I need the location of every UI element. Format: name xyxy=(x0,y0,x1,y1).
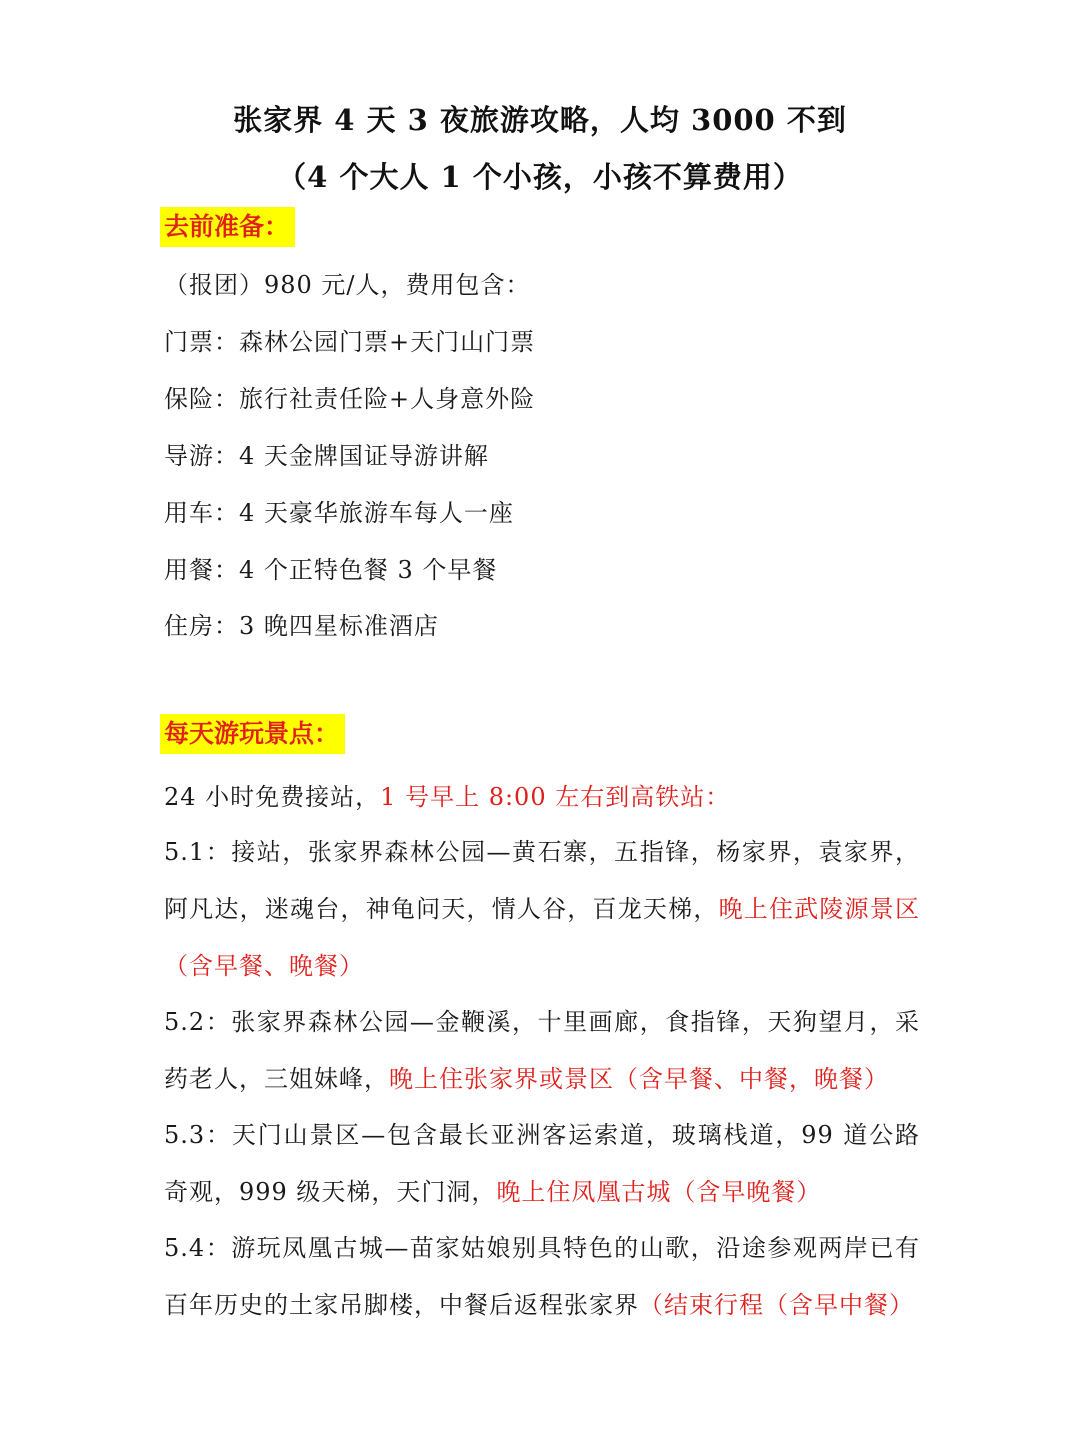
prep-item-vehicle: 用车：4 天豪华旅游车每人一座 xyxy=(164,499,514,527)
section-heading-daily: 每天游玩景点： xyxy=(160,714,345,754)
prep-item-guide: 导游：4 天金牌国证导游讲解 xyxy=(164,442,489,470)
day-text: 5.1：接站，张家界森林公园—黄石寨，五指锋，杨家界，袁家界，阿凡达，迷魂台，神龟问天，情人谷，百龙天梯， xyxy=(164,838,920,923)
daily-intro-text: 24 小时免费接站， xyxy=(164,783,381,811)
prep-item-hotel: 住房：3 晚四星标准酒店 xyxy=(164,612,439,640)
day-highlight: 晚上住凤凰古城（含早晚餐） xyxy=(496,1178,822,1206)
prep-item-meals: 用餐：4 个正特色餐 3 个早餐 xyxy=(164,556,498,584)
prep-item-price: （报团）980 元/人，费用包含： xyxy=(164,271,531,299)
day-item-5-1 xyxy=(164,824,920,995)
day-highlight: （结束行程（含早中餐） xyxy=(639,1291,914,1319)
document-subtitle: （4 个大人 1 个小孩，小孩不算费用） xyxy=(277,160,803,194)
daily-intro-highlight: 1 号早上 8:00 左右到高铁站： xyxy=(380,783,731,811)
prep-item-tickets: 门票：森林公园门票+天门山门票 xyxy=(164,328,536,356)
daily-intro xyxy=(164,782,730,812)
day-highlight: 晚上住张家界或景区（含早餐、中餐，晚餐） xyxy=(389,1065,889,1093)
day-item-5-4 xyxy=(164,1220,920,1334)
prep-item-insurance: 保险：旅行社责任险+人身意外险 xyxy=(164,385,536,413)
section-heading-prep: 去前准备： xyxy=(160,207,295,247)
day-text: 5.3：天门山景区—包含最长亚洲客运索道，玻璃栈道，99 道公路奇观，999 级天梯，天门洞， xyxy=(164,1121,920,1206)
day-text: 5.4：游玩凤凰古城—苗家姑娘别具特色的山歌，沿途参观两岸已有百年历史的土家吊脚楼，中餐后返程张家界 xyxy=(164,1234,920,1319)
document-title: 张家界 4 天 3 夜旅游攻略，人均 3000 不到 xyxy=(233,103,847,137)
day-item-5-2 xyxy=(164,994,920,1108)
day-text: 5.2：张家界森林公园—金鞭溪，十里画廊，食指锋，天狗望月，采药老人，三姐妹峰， xyxy=(164,1008,920,1093)
day-highlight: 晚上住武陵源景区（含早餐、晚餐） xyxy=(164,895,921,980)
day-item-5-3 xyxy=(164,1107,920,1221)
